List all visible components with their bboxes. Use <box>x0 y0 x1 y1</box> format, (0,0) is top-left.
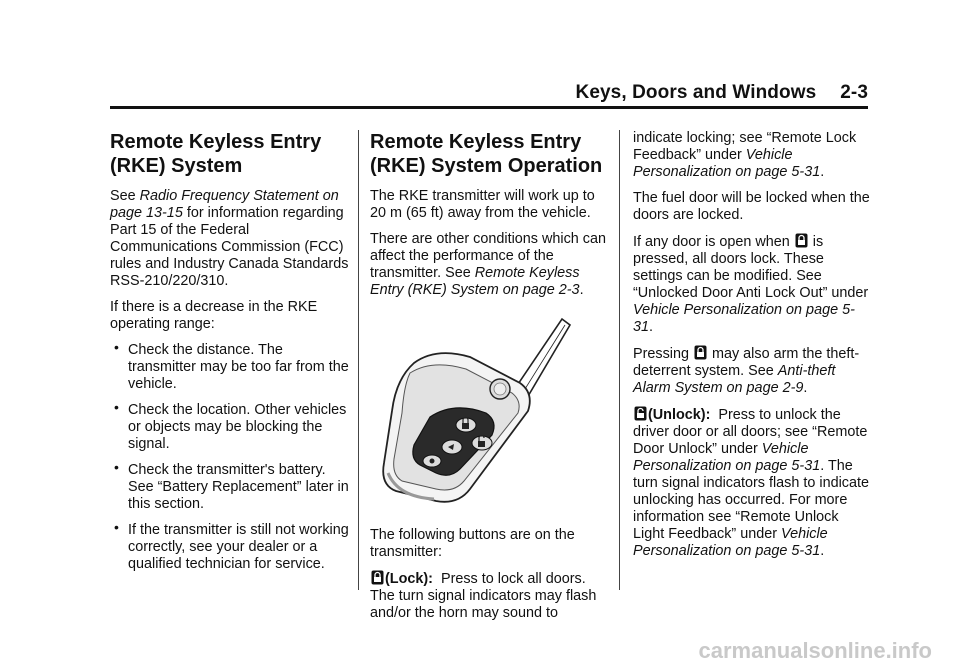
col2-paragraph-2 <box>370 231 610 299</box>
text: Press to unlock the driver door or all doors; see “Remote Door Unlock” under <box>633 407 868 457</box>
cross-reference: Vehicle Personalization on page 5-31 <box>633 147 821 180</box>
lock-label: (Lock): <box>385 571 433 587</box>
unlock-button-description <box>633 406 873 560</box>
text: . <box>649 319 654 335</box>
text: Press to lock all doors. The turn signal indicators may flash and/or the horn may sound to <box>370 571 597 621</box>
rke-system-heading: Remote Keyless Entry (RKE) System <box>110 131 322 177</box>
text: . The turn signal indicators flash to indicate unlocking has occurred. For more information see “Remote Unlock Light Feedback” under <box>633 458 869 542</box>
text: . <box>579 282 584 298</box>
text: . <box>803 380 808 396</box>
col2-paragraph-1: The RKE transmitter will work up to 20 m (65 ft) away from the vehicle. <box>370 188 595 221</box>
rke-operation-heading: Remote Keyless Entry (RKE) System Operation <box>370 131 603 177</box>
text: for information regarding Part 15 of the Federal Communications Commission (FCC) rules and Industry Canada Standards RSS-210/220/310. <box>110 205 349 289</box>
col3-paragraph-2: The fuel door will be locked when the doors are locked. <box>633 190 870 223</box>
cross-reference: Vehicle Personalization on page 5-31 <box>633 302 855 335</box>
unlock-icon <box>634 406 647 421</box>
list-item: • Check the distance. The transmitter may be too far from the vehicle. <box>110 342 350 393</box>
text: . <box>820 543 825 559</box>
lock-button-description <box>370 570 610 622</box>
col1-paragraph-2: If there is a decrease in the RKE operating range: <box>110 299 318 332</box>
cross-reference: Vehicle Personalization on page 5-31 <box>633 441 821 474</box>
lock-icon <box>694 345 707 360</box>
page-header <box>110 82 868 104</box>
col2-paragraph-3: The following buttons are on the transmitter: <box>370 527 575 560</box>
header-section-number: 2-3 <box>840 82 868 103</box>
header-rule <box>110 106 868 109</box>
column-divider-left <box>358 130 359 590</box>
header-title: Keys, Doors and Windows <box>575 82 817 103</box>
column-2 <box>370 130 610 631</box>
cross-reference: Radio Frequency Statement on page 13-15 <box>110 188 339 221</box>
lock-icon <box>371 570 384 585</box>
col3-paragraph-4 <box>633 345 873 397</box>
list-item: • Check the transmitter's battery. See “Battery Replacement” later in this section. <box>110 462 350 513</box>
text: There are other conditions which can affect the performance of the transmitter. See <box>370 231 606 281</box>
text: See <box>110 188 140 204</box>
header-title-line <box>576 82 868 104</box>
text: If any door is open when <box>633 234 794 250</box>
range-checklist <box>110 342 350 573</box>
text: may also arm the theft-deterrent system. See <box>633 346 860 379</box>
watermark: carmanualsonline.info <box>698 638 932 663</box>
key-fob-illustration <box>374 313 574 509</box>
lock-icon <box>795 233 808 248</box>
unlock-label: (Unlock): <box>648 407 711 423</box>
column-1 <box>110 130 350 582</box>
col3-paragraph-1 <box>633 130 873 181</box>
column-3 <box>633 130 873 569</box>
column-divider-right <box>619 130 620 590</box>
text: Pressing <box>633 346 693 362</box>
list-item: • If the transmitter is still not working correctly, see your dealer or a qualified technician for service. <box>110 522 350 573</box>
text: is pressed, all doors lock. These settings can be modified. See “Unlocked Door Anti Lock Out” under <box>633 234 869 301</box>
col3-paragraph-3 <box>633 233 873 336</box>
text: . <box>820 164 825 180</box>
text: indicate locking; see “Remote Lock Feedback” under <box>633 130 857 163</box>
cross-reference: Anti-theft Alarm System on page 2-9 <box>633 363 836 396</box>
col1-paragraph-1 <box>110 188 350 290</box>
list-item: • Check the location. Other vehicles or objects may be blocking the signal. <box>110 402 350 453</box>
cross-reference: Remote Keyless Entry (RKE) System on page 2-3 <box>370 265 580 298</box>
cross-reference: Vehicle Personalization on page 5-31 <box>633 526 828 559</box>
